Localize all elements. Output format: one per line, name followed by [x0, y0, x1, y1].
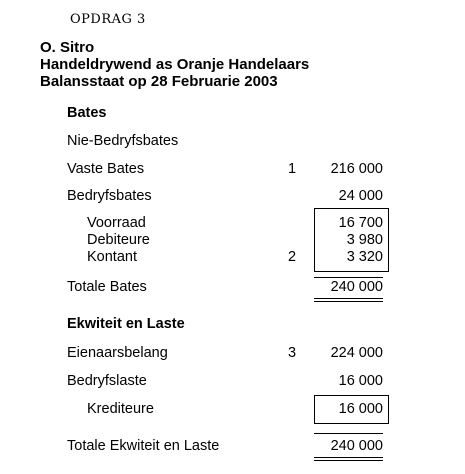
current-liabilities-label: Bedryfslaste: [67, 373, 147, 389]
current-liabilities-amount: 16 000: [338, 373, 383, 389]
cash-label: Kontant: [87, 249, 137, 265]
cash-amount: 3 320: [346, 249, 383, 265]
current-assets-amount: 24 000: [338, 188, 383, 204]
owners-equity-note: 3: [288, 345, 297, 361]
total-assets-double-rule-1: [314, 298, 383, 299]
debtors-label: Debiteure: [87, 232, 150, 248]
total-assets-label: Totale Bates: [67, 279, 147, 295]
current-assets-note: 2: [288, 249, 297, 265]
debtors-amount: 3 980: [346, 232, 383, 248]
creditors-amount: 16 000: [338, 401, 383, 417]
fixed-assets-amount: 216 000: [330, 161, 383, 177]
statement-title: Balansstaat op 28 Februarie 2003: [40, 73, 278, 90]
creditors-label: Krediteure: [87, 401, 154, 417]
business-name: Handeldrywend as Oranje Handelaars: [40, 56, 310, 73]
owners-equity-amount: 224 000: [330, 345, 383, 361]
non-current-assets-label: Nie-Bedryfsbates: [67, 133, 179, 149]
owners-equity-label: Eienaarsbelang: [67, 345, 168, 361]
total-assets-double-rule-2: [314, 301, 383, 302]
total-equity-double-rule-2: [314, 460, 383, 461]
fixed-assets-note: 1: [288, 161, 297, 177]
fixed-assets-label: Vaste Bates: [67, 161, 145, 177]
total-assets-amount: 240 000: [330, 279, 383, 295]
inventory-amount: 16 700: [338, 215, 383, 231]
total-equity-double-rule-1: [314, 457, 383, 458]
current-assets-label: Bedryfsbates: [67, 188, 152, 204]
inventory-label: Voorraad: [87, 215, 146, 231]
equity-liabilities-heading: Ekwiteit en Laste: [67, 316, 185, 332]
total-equity-liabilities-label: Totale Ekwiteit en Laste: [67, 438, 220, 454]
total-equity-top-rule: [314, 433, 383, 434]
total-assets-top-rule: [314, 277, 383, 278]
assignment-label: OPDRAG 3: [70, 12, 146, 27]
total-equity-liabilities-amount: 240 000: [330, 438, 383, 454]
owner-name: O. Sitro: [40, 39, 95, 56]
assets-heading: Bates: [67, 105, 107, 121]
